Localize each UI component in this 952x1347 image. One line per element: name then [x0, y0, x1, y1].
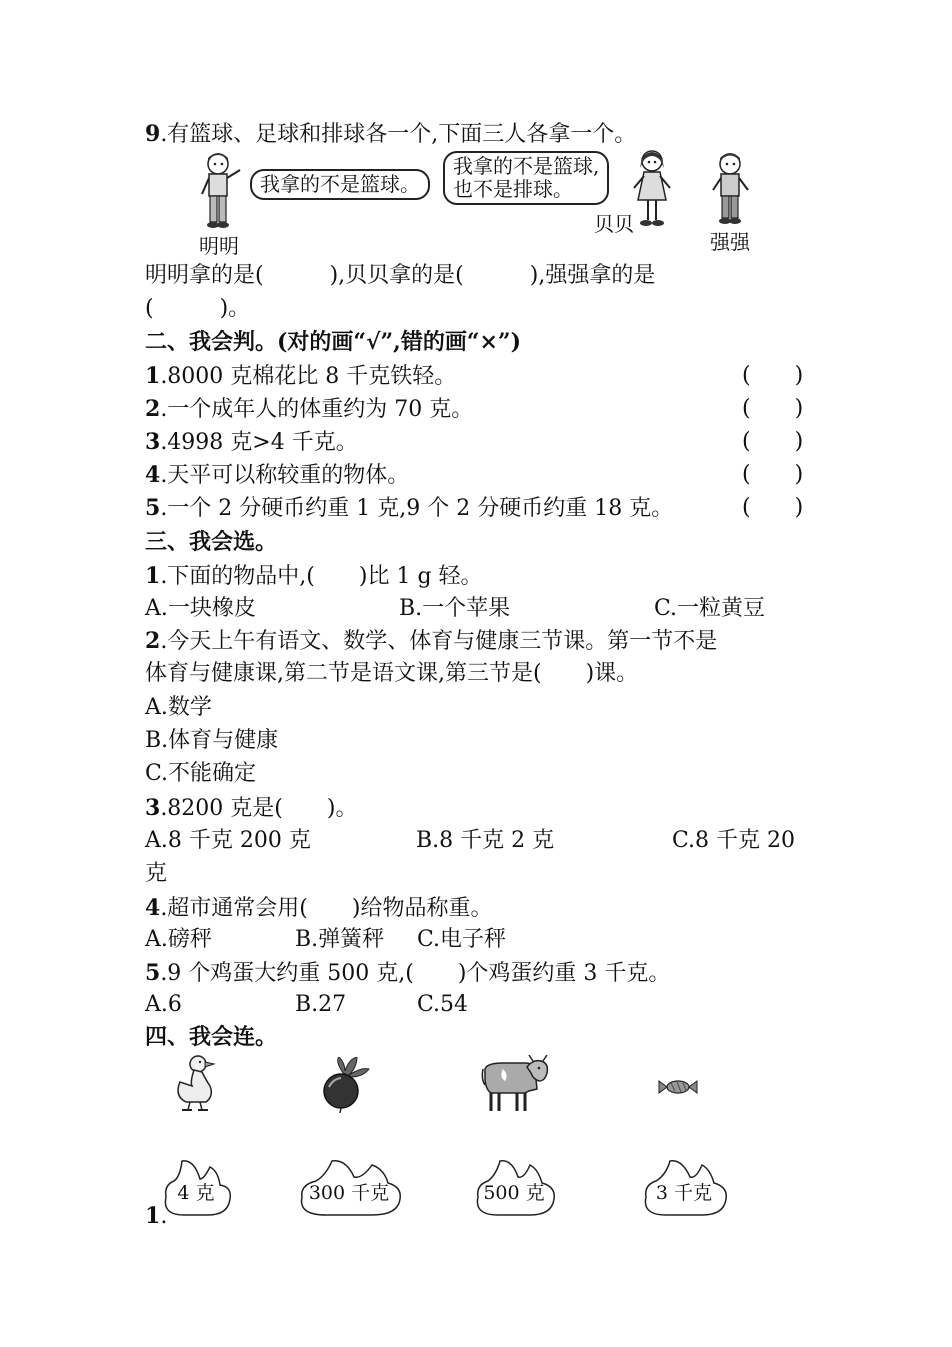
judge-item-3: [145, 429, 358, 456]
section2-title: 二、我会判。(对的画“√”,错的画“×”): [145, 329, 521, 355]
judge-item-1-answer[interactable]: ( ): [742, 363, 804, 388]
judge-item-1: [145, 363, 456, 390]
choice-q5-number: 5: [145, 960, 161, 986]
choice-q1: [145, 563, 483, 590]
judge-item-2-number: 2: [145, 396, 161, 422]
choice-q2-number: 2: [145, 628, 161, 654]
judge-item-3-text: .4998 克>4 千克。: [160, 430, 358, 455]
choice-q3-option-c-cont: 克: [145, 861, 168, 886]
weight-label-3: 500 克: [483, 1182, 545, 1204]
q9-answer-line1: 明明拿的是( ),贝贝拿的是( ),强强拿的是: [145, 263, 656, 288]
judge-item-2-text: .一个成年人的体重约为 70 克。: [160, 397, 474, 422]
judge-item-4-number: 4: [145, 462, 161, 488]
boy-mingming-icon: [196, 150, 244, 230]
judge-item-5-answer[interactable]: ( ): [742, 495, 804, 520]
judge-item-5-text: .一个 2 分硬币约重 1 克,9 个 2 分硬币约重 18 克。: [160, 496, 674, 521]
section4-item-1: [145, 1203, 167, 1230]
radish-icon[interactable]: [317, 1057, 373, 1113]
bubble-beibei-line2: 也不是排球。: [453, 177, 573, 201]
judge-item-4: [145, 462, 409, 489]
choice-q1-number: 1: [145, 563, 161, 589]
duck-icon[interactable]: [172, 1052, 218, 1114]
judge-item-5-number: 5: [145, 495, 161, 521]
section4-item-number: 1: [145, 1203, 161, 1229]
judge-item-1-number: 1: [145, 363, 161, 389]
weight-label-2: 300 千克: [308, 1182, 390, 1204]
choice-q2-text1: .今天上午有语文、数学、体育与健康三节课。第一节不是: [160, 629, 718, 654]
judge-item-4-answer[interactable]: ( ): [742, 462, 804, 487]
girl-beibei-icon: [628, 146, 676, 230]
section3-title: 三、我会选。: [145, 529, 278, 555]
choice-q2-option-c[interactable]: C.不能确定: [145, 761, 257, 786]
cow-icon[interactable]: [477, 1055, 553, 1117]
judge-item-3-number: 3: [145, 429, 161, 455]
judge-item-4-text: .天平可以称较重的物体。: [160, 463, 410, 488]
judge-item-1-text: .8000 克棉花比 8 千克铁轻。: [160, 364, 457, 389]
bubble-mingming-text: 我拿的不是篮球。: [260, 172, 420, 196]
choice-q3-option-a[interactable]: A.8 千克 200 克: [145, 828, 311, 853]
bubble-beibei-line1: 我拿的不是篮球,: [453, 154, 600, 178]
choice-q1-option-c[interactable]: C.一粒黄豆: [654, 596, 766, 621]
choice-q3-option-c[interactable]: C.8 千克 20: [672, 828, 796, 853]
choice-q2-option-b[interactable]: B.体育与健康: [145, 728, 279, 753]
choice-q2-line2: 体育与健康课,第二节是语文课,第三节是( )课。: [145, 661, 639, 686]
choice-q2-option-a[interactable]: A.数学: [145, 695, 212, 720]
choice-q3-text: .8200 克是( )。: [160, 796, 358, 821]
name-qiangqiang: 强强: [710, 230, 750, 254]
choice-q4-option-b[interactable]: B.弹簧秤: [295, 927, 385, 952]
boy-qiangqiang-icon: [708, 150, 754, 226]
choice-q3-number: 3: [145, 795, 161, 821]
candy-icon[interactable]: [657, 1077, 699, 1097]
q9-number: 9: [145, 121, 161, 147]
speech-bubble-mingming: [250, 169, 430, 200]
choice-q2-line1: [145, 628, 717, 655]
choice-q4-option-c[interactable]: C.电子秤: [417, 927, 507, 952]
choice-q5-option-a[interactable]: A.6: [145, 992, 182, 1017]
judge-item-2: [145, 396, 473, 423]
name-mingming: 明明: [199, 234, 239, 258]
judge-item-3-answer[interactable]: ( ): [742, 429, 804, 454]
choice-q5: [145, 960, 670, 987]
weight-label-1: 4 克: [177, 1182, 215, 1204]
choice-q4: [145, 895, 492, 922]
judge-item-2-answer[interactable]: ( ): [742, 396, 804, 421]
name-beibei: 贝贝: [594, 212, 634, 236]
choice-q4-text: .超市通常会用( )给物品称重。: [160, 896, 493, 921]
choice-q5-text: .9 个鸡蛋大约重 500 克,( )个鸡蛋约重 3 千克。: [160, 961, 671, 986]
speech-bubble-beibei: [443, 151, 609, 205]
q9-stem: [145, 121, 636, 148]
q9-text: .有篮球、足球和排球各一个,下面三人各拿一个。: [160, 122, 637, 147]
choice-q5-option-b[interactable]: B.27: [295, 992, 347, 1017]
weight-label-4: 3 千克: [655, 1182, 713, 1204]
choice-q3-option-b[interactable]: B.8 千克 2 克: [416, 828, 555, 853]
judge-item-5: [145, 495, 673, 522]
section4-item-dot: .: [160, 1204, 168, 1229]
choice-q4-number: 4: [145, 895, 161, 921]
choice-q4-option-a[interactable]: A.磅秤: [145, 927, 212, 952]
q9-answer-line2: ( )。: [145, 296, 251, 321]
choice-q3: [145, 795, 357, 822]
choice-q1-option-b[interactable]: B.一个苹果: [399, 596, 511, 621]
choice-q5-option-c[interactable]: C.54: [417, 992, 469, 1017]
choice-q1-text: .下面的物品中,( )比 1 g 轻。: [160, 564, 483, 589]
choice-q1-option-a[interactable]: A.一块橡皮: [145, 596, 256, 621]
section4-title: 四、我会连。: [145, 1024, 278, 1050]
